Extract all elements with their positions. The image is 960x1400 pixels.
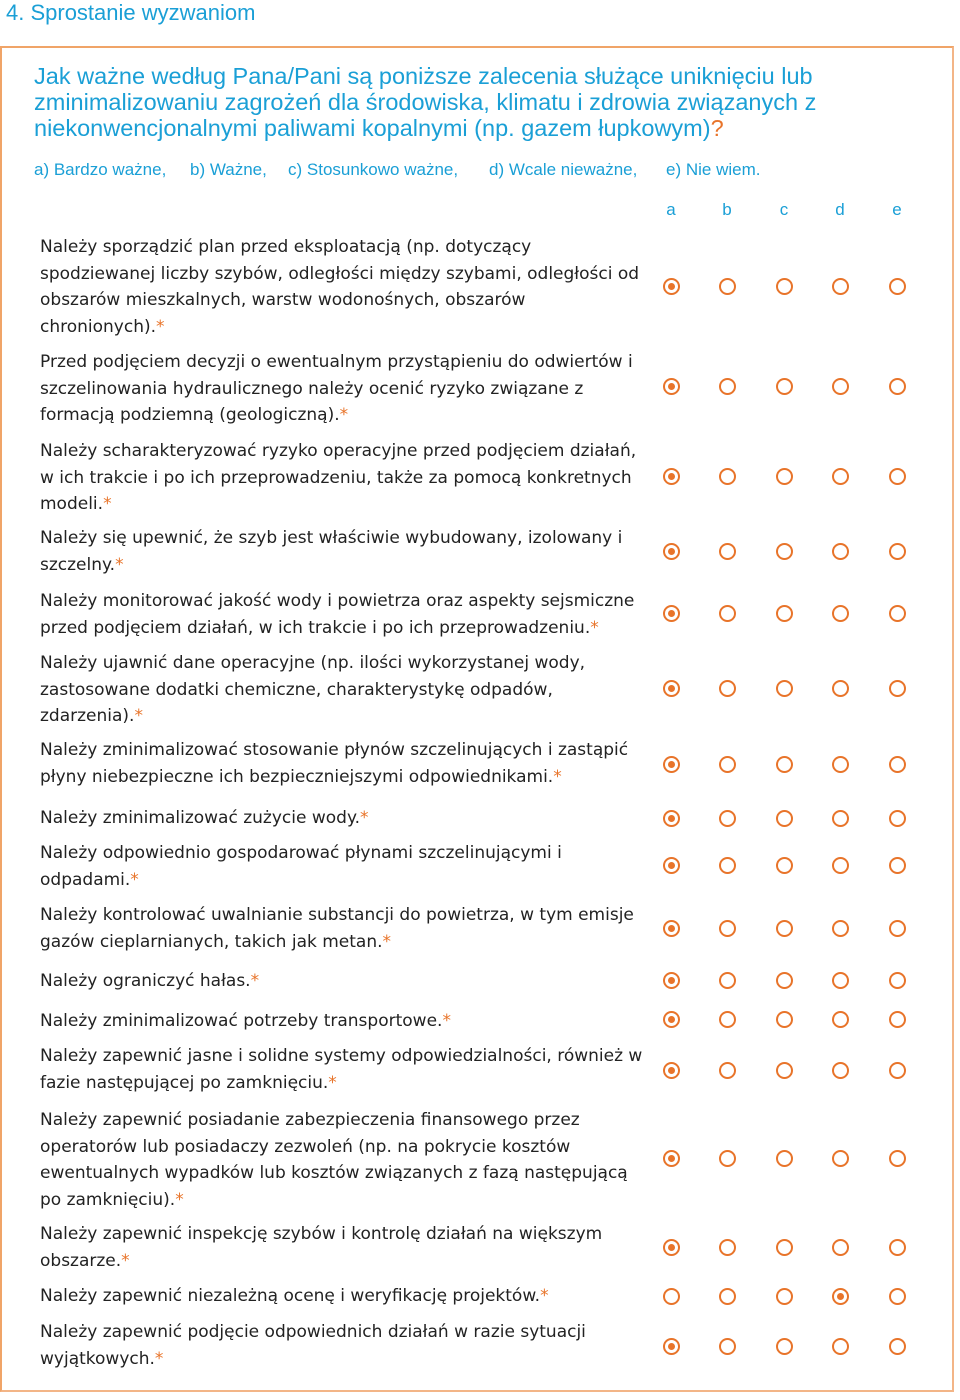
question-text xyxy=(34,63,914,141)
radio-option-d[interactable] xyxy=(832,857,849,874)
required-star: * xyxy=(115,554,124,575)
radio-option-b[interactable] xyxy=(719,920,736,937)
radio-option-b[interactable] xyxy=(719,278,736,295)
radio-option-c[interactable] xyxy=(776,810,793,827)
column-header-a: a xyxy=(666,200,676,219)
radio-option-a[interactable] xyxy=(663,278,680,295)
radio-option-a[interactable] xyxy=(663,1338,680,1355)
radio-option-d[interactable] xyxy=(832,1062,849,1079)
required-star: * xyxy=(382,931,392,952)
required-star: * xyxy=(590,617,599,638)
item-text xyxy=(40,805,650,832)
radio-option-e[interactable] xyxy=(889,857,906,874)
item-text xyxy=(40,1221,650,1274)
radio-option-c[interactable] xyxy=(776,1062,793,1079)
radio-option-d[interactable] xyxy=(832,378,849,395)
radio-option-b[interactable] xyxy=(719,1338,736,1355)
item-label: Należy się upewnić, że szyb jest właściwie wybudowany, izolowany i szczelny. xyxy=(40,528,623,575)
radio-option-c[interactable] xyxy=(776,1011,793,1028)
item-text xyxy=(40,1283,650,1310)
item-label: Należy zminimalizować stosowanie płynów szczelinujących i zastąpić płyny niebezpieczne ich bezpieczniejszymi odpowiednikami. xyxy=(40,740,629,787)
radio-option-b[interactable] xyxy=(719,680,736,697)
section-title: 4. Sprostanie wyzwaniom xyxy=(6,0,256,25)
radio-option-c[interactable] xyxy=(776,1239,793,1256)
radio-option-e[interactable] xyxy=(889,278,906,295)
item-label: Należy zapewnić posiadanie zabezpieczenia finansowego przez operatorów lub posiadaczy zezwoleń (np. na pokrycie kosztów ewentualnych wypadków lub kosztów związanych z fazą następującą po zamknięciu). xyxy=(40,1110,628,1210)
radio-option-c[interactable] xyxy=(776,605,793,622)
radio-option-b[interactable] xyxy=(719,857,736,874)
item-label: Należy scharakteryzować ryzyko operacyjne przed podjęciem działań, w ich trakcie i po ich przeprowadzeniu, także za pomocą konkretnych modeli. xyxy=(40,441,637,514)
radio-option-d[interactable] xyxy=(832,1150,849,1167)
radio-option-c[interactable] xyxy=(776,756,793,773)
radio-option-c[interactable] xyxy=(776,972,793,989)
item-text xyxy=(40,1107,650,1213)
radio-option-e[interactable] xyxy=(889,1338,906,1355)
item-text xyxy=(40,737,650,790)
item-label: Przed podjęciem decyzji o ewentualnym przystąpieniu do odwiertów i szczelinowania hydraulicznego należy ocenić ryzyko związane z formacją podziemną (geologiczną). xyxy=(40,352,633,425)
radio-option-c[interactable] xyxy=(776,680,793,697)
radio-option-e[interactable] xyxy=(889,1062,906,1079)
radio-option-d[interactable] xyxy=(832,972,849,989)
radio-option-b[interactable] xyxy=(719,378,736,395)
radio-option-c[interactable] xyxy=(776,920,793,937)
required-star: * xyxy=(540,1286,549,1306)
scale-option-d: d) Wcale nieważne, xyxy=(489,160,638,179)
required-star: * xyxy=(442,1011,451,1031)
item-label: Należy sporządzić plan przed eksploatacją (np. dotyczący spodziewanej liczby szybów, odległości między szybami, odległości od obszarów mieszkalnych, warstw wodonośnych, obszarów chronionych). xyxy=(40,237,640,337)
radio-option-b[interactable] xyxy=(719,468,736,485)
radio-option-b[interactable] xyxy=(719,1150,736,1167)
item-text xyxy=(40,902,650,955)
radio-option-d[interactable] xyxy=(832,468,849,485)
scale-option-e: e) Nie wiem. xyxy=(666,160,761,179)
radio-option-a[interactable] xyxy=(663,1288,680,1305)
question-body: Jak ważne według Pana/Pani są poniższe zalecenia służące uniknięciu lub zminimalizowaniu zagrożeń dla środowiska, klimatu i zdrowia związanych z niekonwencjonalnymi paliwami kopalnymi (np. gazem łupkowym) xyxy=(34,63,817,141)
radio-option-a[interactable] xyxy=(663,920,680,937)
item-text xyxy=(40,349,650,429)
radio-option-e[interactable] xyxy=(889,756,906,773)
item-text xyxy=(40,1008,650,1035)
radio-option-c[interactable] xyxy=(776,278,793,295)
radio-option-e[interactable] xyxy=(889,605,906,622)
column-header-d: d xyxy=(835,200,845,219)
radio-option-d[interactable] xyxy=(832,680,849,697)
item-text xyxy=(40,234,650,340)
radio-option-d[interactable] xyxy=(832,1288,849,1305)
item-label: Należy zapewnić jasne i solidne systemy odpowiedzialności, również w fazie następującej po zamknięciu. xyxy=(40,1046,643,1093)
radio-option-e[interactable] xyxy=(889,1150,906,1167)
item-label: Należy odpowiednio gospodarować płynami szczelinującymi i odpadami. xyxy=(40,843,562,890)
scale-option-a: a) Bardzo ważne, xyxy=(34,160,167,179)
radio-option-a[interactable] xyxy=(663,857,680,874)
radio-option-d[interactable] xyxy=(832,278,849,295)
required-star: * xyxy=(121,1250,130,1271)
radio-option-a[interactable] xyxy=(663,972,680,989)
radio-option-e[interactable] xyxy=(889,680,906,697)
item-label: Należy zapewnić inspekcję szybów i kontrolę działań na większym obszarze. xyxy=(40,1224,603,1271)
item-label: Należy zapewnić niezależną ocenę i weryfikację projektów. xyxy=(40,1286,541,1306)
radio-option-d[interactable] xyxy=(832,1338,849,1355)
required-star: * xyxy=(339,405,349,425)
radio-option-b[interactable] xyxy=(719,810,736,827)
radio-option-c[interactable] xyxy=(776,468,793,485)
item-text xyxy=(40,650,650,730)
item-label: Należy zminimalizować zużycie wody. xyxy=(40,808,360,828)
question-mark: ? xyxy=(710,115,724,141)
radio-option-a[interactable] xyxy=(663,756,680,773)
radio-option-a[interactable] xyxy=(663,1150,680,1167)
radio-option-d[interactable] xyxy=(832,1011,849,1028)
radio-option-a[interactable] xyxy=(663,810,680,827)
column-header-b: b xyxy=(722,200,732,219)
item-text xyxy=(40,525,650,578)
item-label: Należy kontrolować uwalnianie substancji do powietrza, w tym emisje gazów cieplarnianych, takich jak metan. xyxy=(40,905,634,952)
required-star: * xyxy=(359,808,369,828)
radio-option-e[interactable] xyxy=(889,1011,906,1028)
radio-option-a[interactable] xyxy=(663,1062,680,1079)
scale-option-c: c) Stosunkowo ważne, xyxy=(288,160,459,179)
item-text xyxy=(40,1319,650,1372)
radio-option-e[interactable] xyxy=(889,1239,906,1256)
radio-option-c[interactable] xyxy=(776,543,793,560)
item-text xyxy=(40,588,650,641)
radio-option-a[interactable] xyxy=(663,680,680,697)
required-star: * xyxy=(250,971,260,991)
radio-option-a[interactable] xyxy=(663,1239,680,1256)
required-star: * xyxy=(130,869,139,890)
radio-option-b[interactable] xyxy=(719,543,736,560)
radio-option-e[interactable] xyxy=(889,972,906,989)
scale-option-b: b) Ważne, xyxy=(190,160,267,179)
required-star: * xyxy=(175,1189,184,1210)
item-text xyxy=(40,438,650,518)
item-label: Należy zminimalizować potrzeby transportowe. xyxy=(40,1011,443,1031)
required-star: * xyxy=(553,766,562,787)
radio-option-a[interactable] xyxy=(663,1011,680,1028)
item-label: Należy monitorować jakość wody i powietrza oraz aspekty sejsmiczne przed podjęciem działań, w ich trakcie i po ich przeprowadzeniu. xyxy=(40,591,635,638)
column-header-e: e xyxy=(892,200,902,219)
radio-option-e[interactable] xyxy=(889,378,906,395)
item-label: Należy ujawnić dane operacyjne (np. ilości wykorzystanej wody, zastosowane dodatki chemiczne, charakterystykę odpadów, zdarzenia). xyxy=(40,653,586,726)
item-text xyxy=(40,840,650,893)
radio-option-e[interactable] xyxy=(889,543,906,560)
radio-option-b[interactable] xyxy=(719,1239,736,1256)
radio-option-d[interactable] xyxy=(832,605,849,622)
radio-option-e[interactable] xyxy=(889,1288,906,1305)
radio-option-e[interactable] xyxy=(889,468,906,485)
radio-option-b[interactable] xyxy=(719,1011,736,1028)
radio-option-c[interactable] xyxy=(776,857,793,874)
radio-option-a[interactable] xyxy=(663,605,680,622)
required-star: * xyxy=(156,316,165,337)
radio-option-c[interactable] xyxy=(776,1338,793,1355)
item-text xyxy=(40,968,650,995)
radio-option-c[interactable] xyxy=(776,1150,793,1167)
header-bar xyxy=(0,0,960,32)
radio-option-b[interactable] xyxy=(719,972,736,989)
radio-option-e[interactable] xyxy=(889,920,906,937)
radio-option-a[interactable] xyxy=(663,378,680,395)
item-label: Należy zapewnić podjęcie odpowiednich działań w razie sytuacji wyjątkowych. xyxy=(40,1322,586,1369)
required-star: * xyxy=(328,1072,337,1093)
radio-option-b[interactable] xyxy=(719,1062,736,1079)
radio-option-b[interactable] xyxy=(719,1288,736,1305)
required-star: * xyxy=(154,1348,164,1369)
radio-option-d[interactable] xyxy=(832,1239,849,1256)
item-text xyxy=(40,1043,650,1096)
radio-option-c[interactable] xyxy=(776,378,793,395)
radio-option-a[interactable] xyxy=(663,543,680,560)
required-star: * xyxy=(134,706,143,726)
radio-option-d[interactable] xyxy=(832,810,849,827)
radio-option-b[interactable] xyxy=(719,756,736,773)
radio-option-e[interactable] xyxy=(889,810,906,827)
required-star: * xyxy=(103,494,112,514)
radio-option-c[interactable] xyxy=(776,1288,793,1305)
item-label: Należy ograniczyć hałas. xyxy=(40,971,251,991)
radio-option-d[interactable] xyxy=(832,543,849,560)
radio-option-b[interactable] xyxy=(719,605,736,622)
column-header-c: c xyxy=(779,200,789,219)
radio-option-a[interactable] xyxy=(663,468,680,485)
radio-option-d[interactable] xyxy=(832,756,849,773)
radio-option-d[interactable] xyxy=(832,920,849,937)
